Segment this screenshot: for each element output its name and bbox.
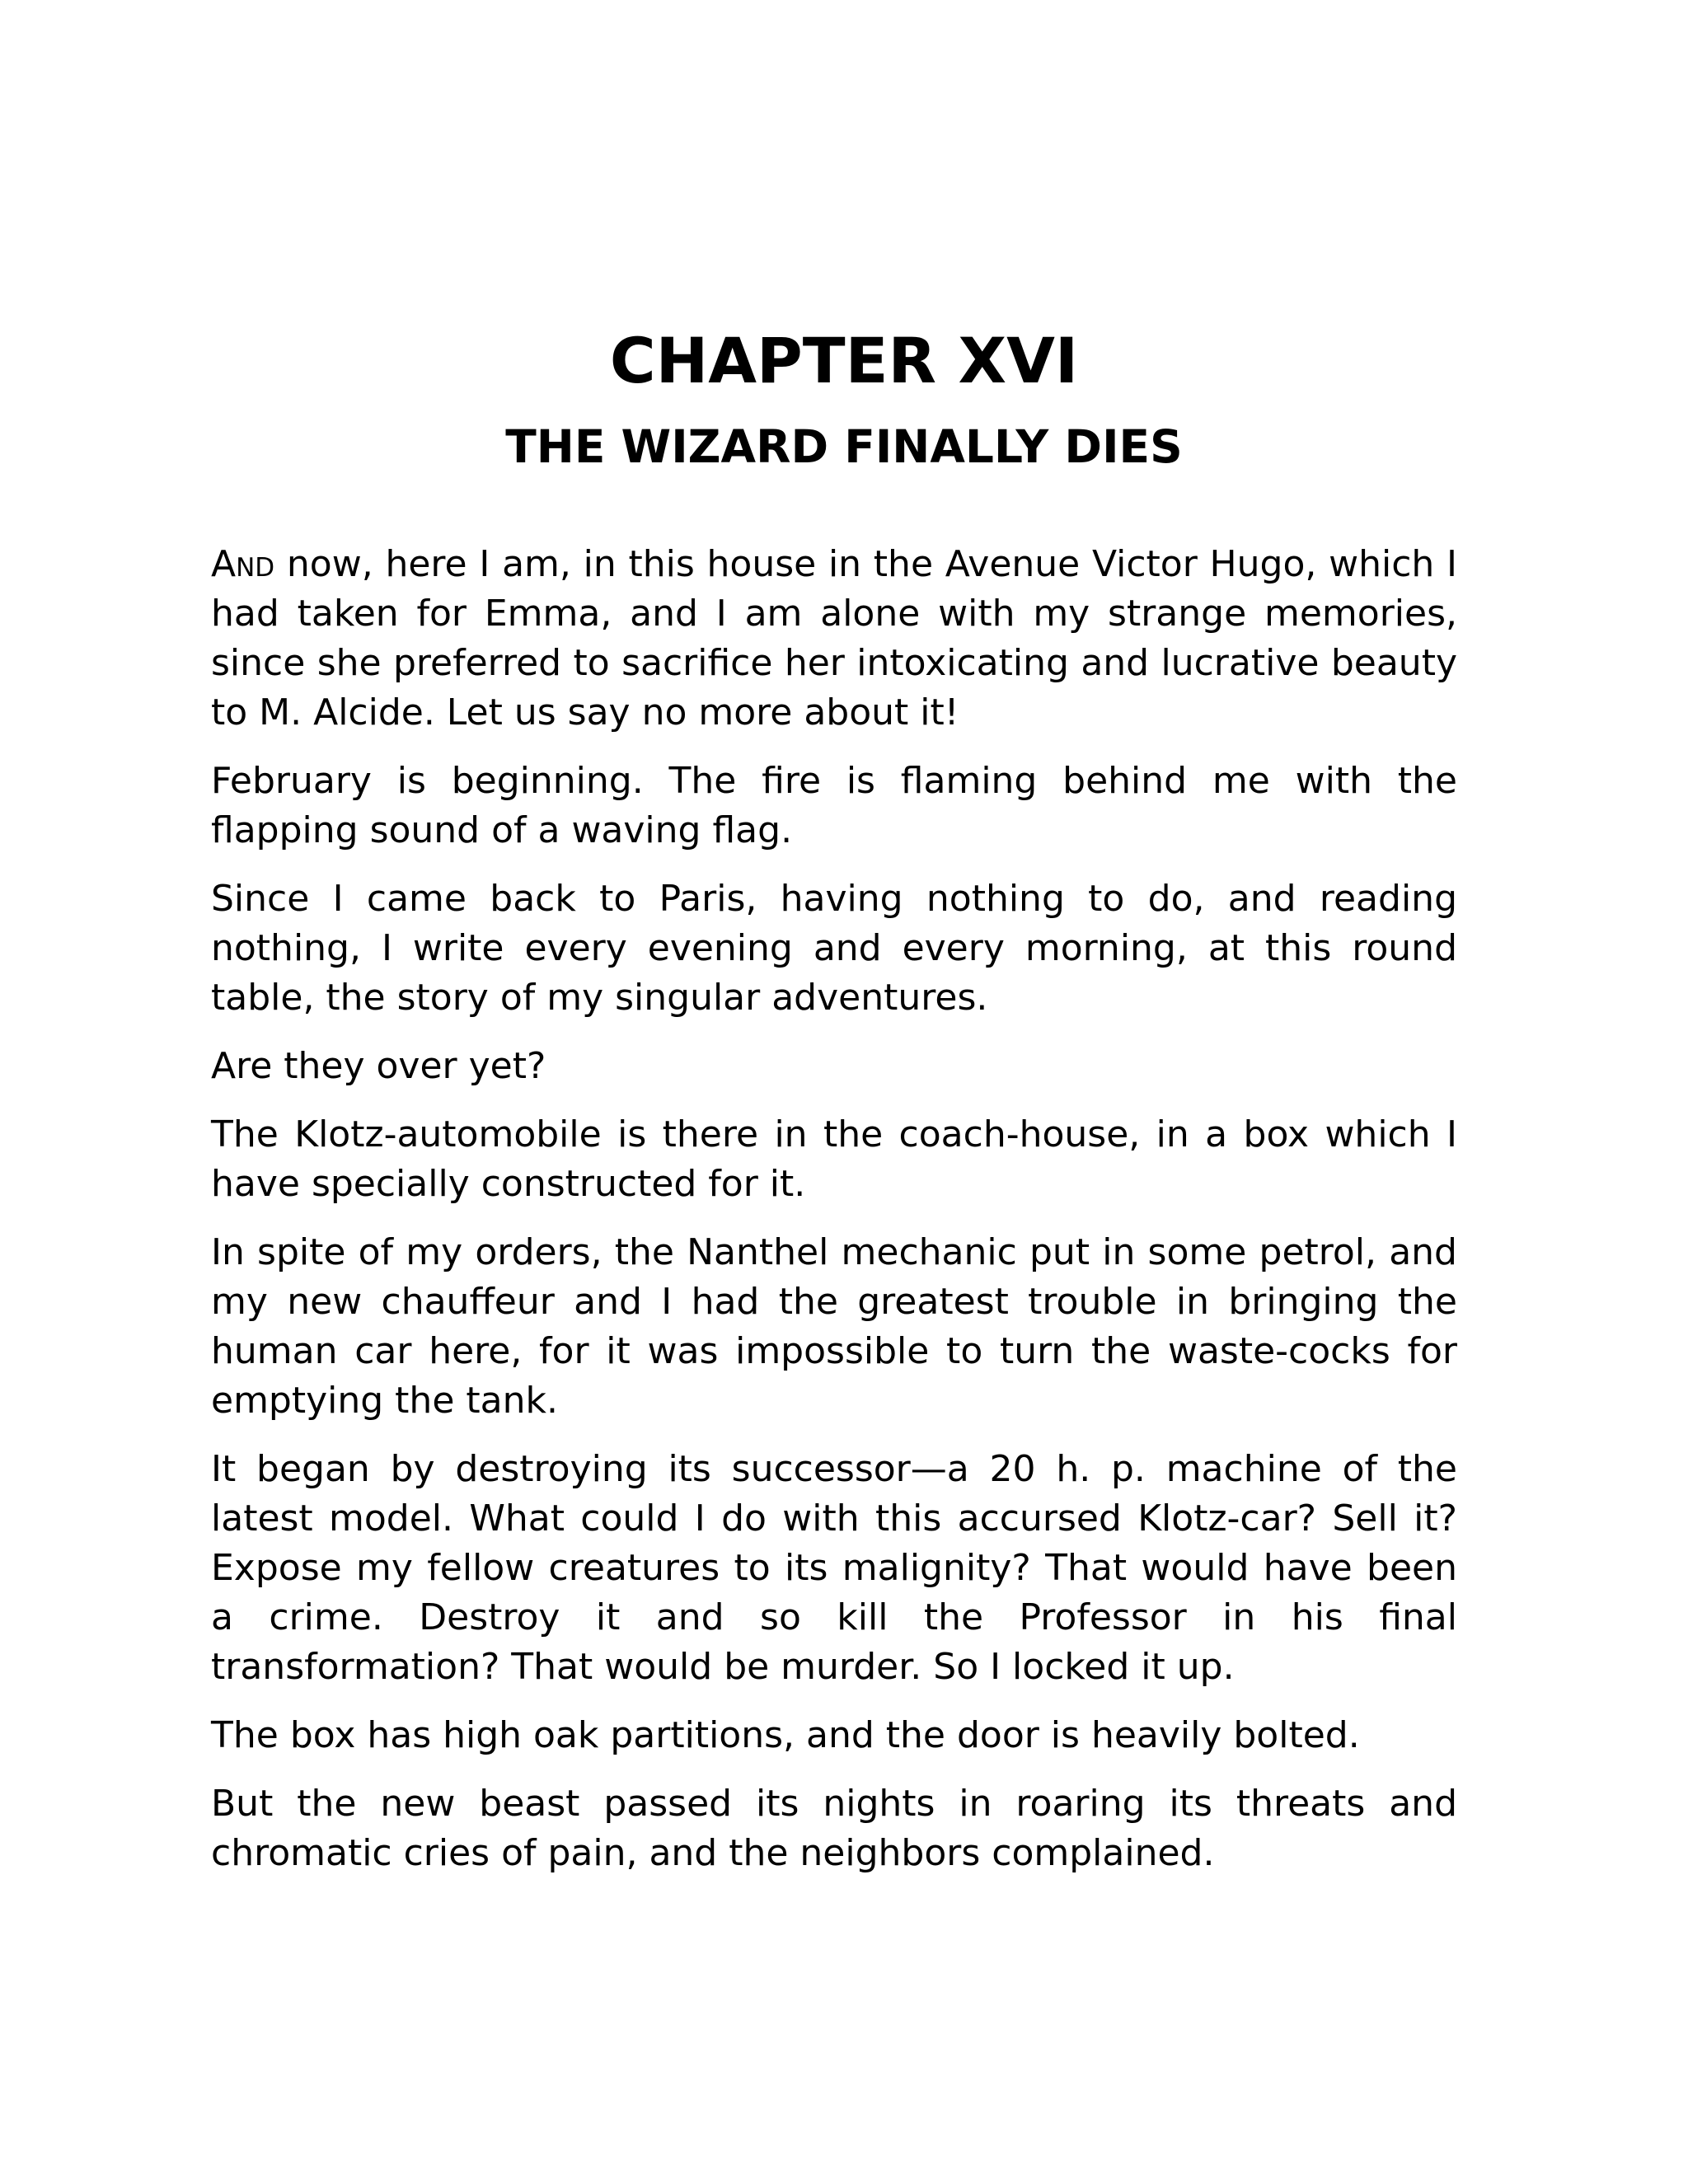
paragraph-5: The Klotz-automobile is there in the coach-house, in a box which I have specially constructed for it. — [211, 1113, 1457, 1205]
paragraph-text: now, here I am, in this house in the Avenue Victor Hugo, which I had taken for Emma, and I am alone with my strange memories, since she preferred to sacrifice her intoxicating and lucrative beauty to M. Alcide. Let us say no more about it! — [211, 543, 1457, 733]
paragraph-1 — [211, 540, 1457, 738]
opening-word: And — [211, 543, 275, 585]
paragraph-6: In spite of my orders, the Nanthel mechanic put in some petrol, and my new chauffeur and I had the greatest trouble in bringing the human car here, for it was impossible to turn the waste-cocks for emptying the tank. — [211, 1231, 1457, 1422]
chapter-number: CHAPTER XVI — [609, 324, 1079, 397]
chapter-title: THE WIZARD FINALLY DIES — [505, 420, 1183, 473]
paragraph-8: The box has high oak partitions, and the door is heavily bolted. — [211, 1714, 1360, 1756]
paragraph-7: It began by destroying its successor—a 20 h. p. machine of the latest model. What could I do with this accursed Klotz-car? Sell it? Expose my fellow creatures to its malignity? That would have been a crime. Destroy it and so kill the Professor in his final transformation? That would be murder. So I locked it up. — [211, 1448, 1457, 1688]
paragraph-4: Are they over yet? — [211, 1045, 546, 1087]
paragraph-3: Since I came back to Paris, having nothing to do, and reading nothing, I write every evening and every morning, at this round table, the story of my singular adventures. — [211, 878, 1457, 1019]
paragraph-9: But the new beast passed its nights in roaring its threats and chromatic cries of pain, and the neighbors complained. — [211, 1783, 1457, 1874]
chapter-body — [211, 540, 1457, 1897]
paragraph-2: February is beginning. The fire is flaming behind me with the flapping sound of a waving flag. — [211, 760, 1457, 851]
